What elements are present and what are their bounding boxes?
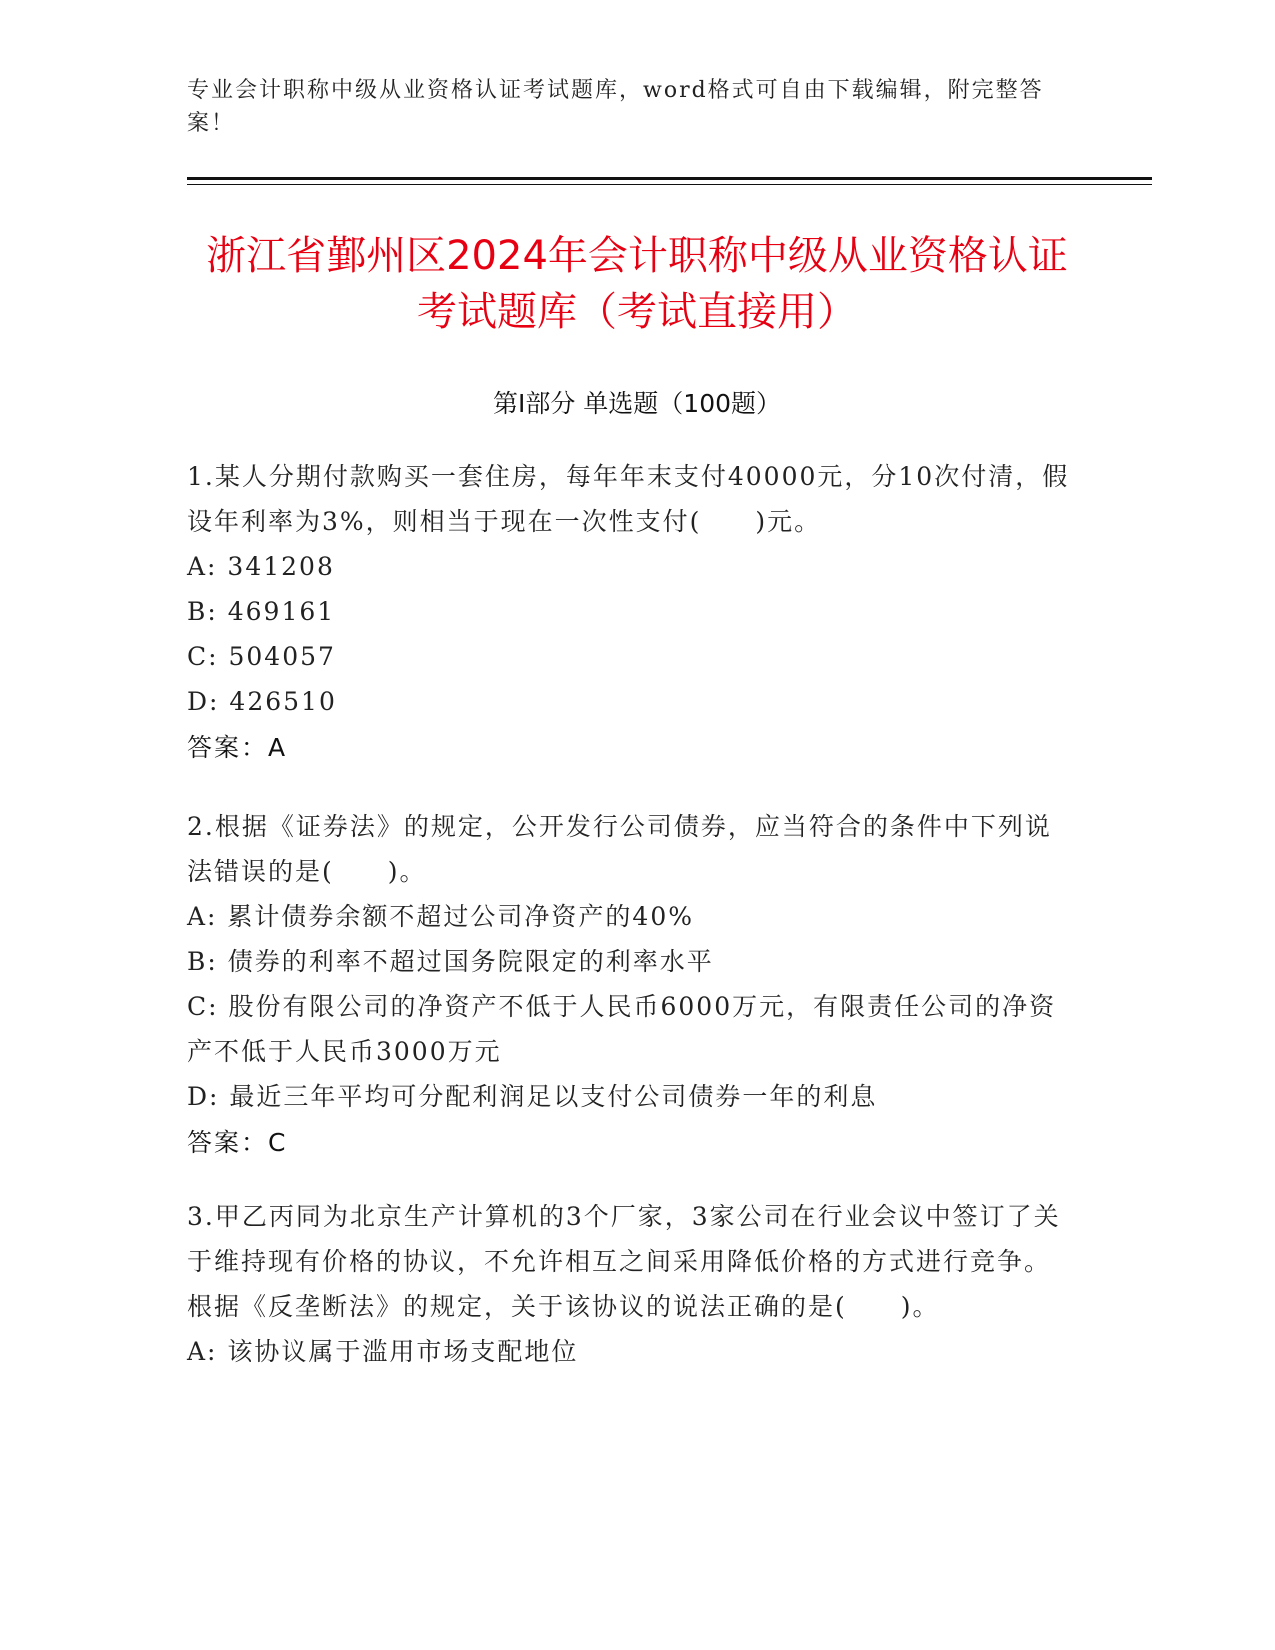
option-b: B: 债券的利率不超过国务院限定的利率水平 (187, 947, 714, 976)
header-rule-thick (187, 177, 1152, 180)
option-c: C: 504057 (187, 642, 336, 671)
option-a: A: 该协议属于滥用市场支配地位 (187, 1337, 579, 1366)
question-stem: 2.根据《证券法》的规定，公开发行公司债券，应当符合的条件中下列说法错误的是( )。 (187, 812, 1052, 886)
question-2 (187, 804, 1077, 1165)
section-heading: 第Ⅰ部分 单选题（100题） (492, 389, 782, 418)
question-1 (187, 454, 1077, 770)
option-a: A: 累计债券余额不超过公司净资产的40% (187, 902, 694, 931)
question-stem: 1.某人分期付款购买一套住房，每年年末支付40000元，分10次付清，假设年利率为3%，则相当于现在一次性支付( )元。 (187, 462, 1070, 536)
document-title: 浙江省鄞州区2024年会计职称中级从业资格认证考试题库（考试直接用） (206, 233, 1068, 335)
option-b: B: 469161 (187, 597, 336, 626)
option-c: C: 股份有限公司的净资产不低于人民币6000万元，有限责任公司的净资产不低于人民币3000万元 (187, 992, 1057, 1066)
option-d: D: 426510 (187, 687, 337, 716)
header-note: 专业会计职称中级从业资格认证考试题库，word格式可自由下载编辑，附完整答案！ (187, 78, 1044, 136)
answer: 答案：A (187, 733, 288, 762)
question-stem: 3.甲乙丙同为北京生产计算机的3个厂家，3家公司在行业会议中签订了关于维持现有价格的协议，不允许相互之间采用降低价格的方式进行竞争。根据《反垄断法》的规定，关于该协议的说法正确的是( )。 (187, 1202, 1061, 1321)
answer: 答案：C (187, 1128, 288, 1157)
option-d: D: 最近三年平均可分配利润足以支付公司债券一年的利息 (187, 1082, 878, 1111)
question-3 (187, 1194, 1077, 1374)
option-a: A: 341208 (187, 552, 335, 581)
header-rule-thin (187, 184, 1152, 185)
